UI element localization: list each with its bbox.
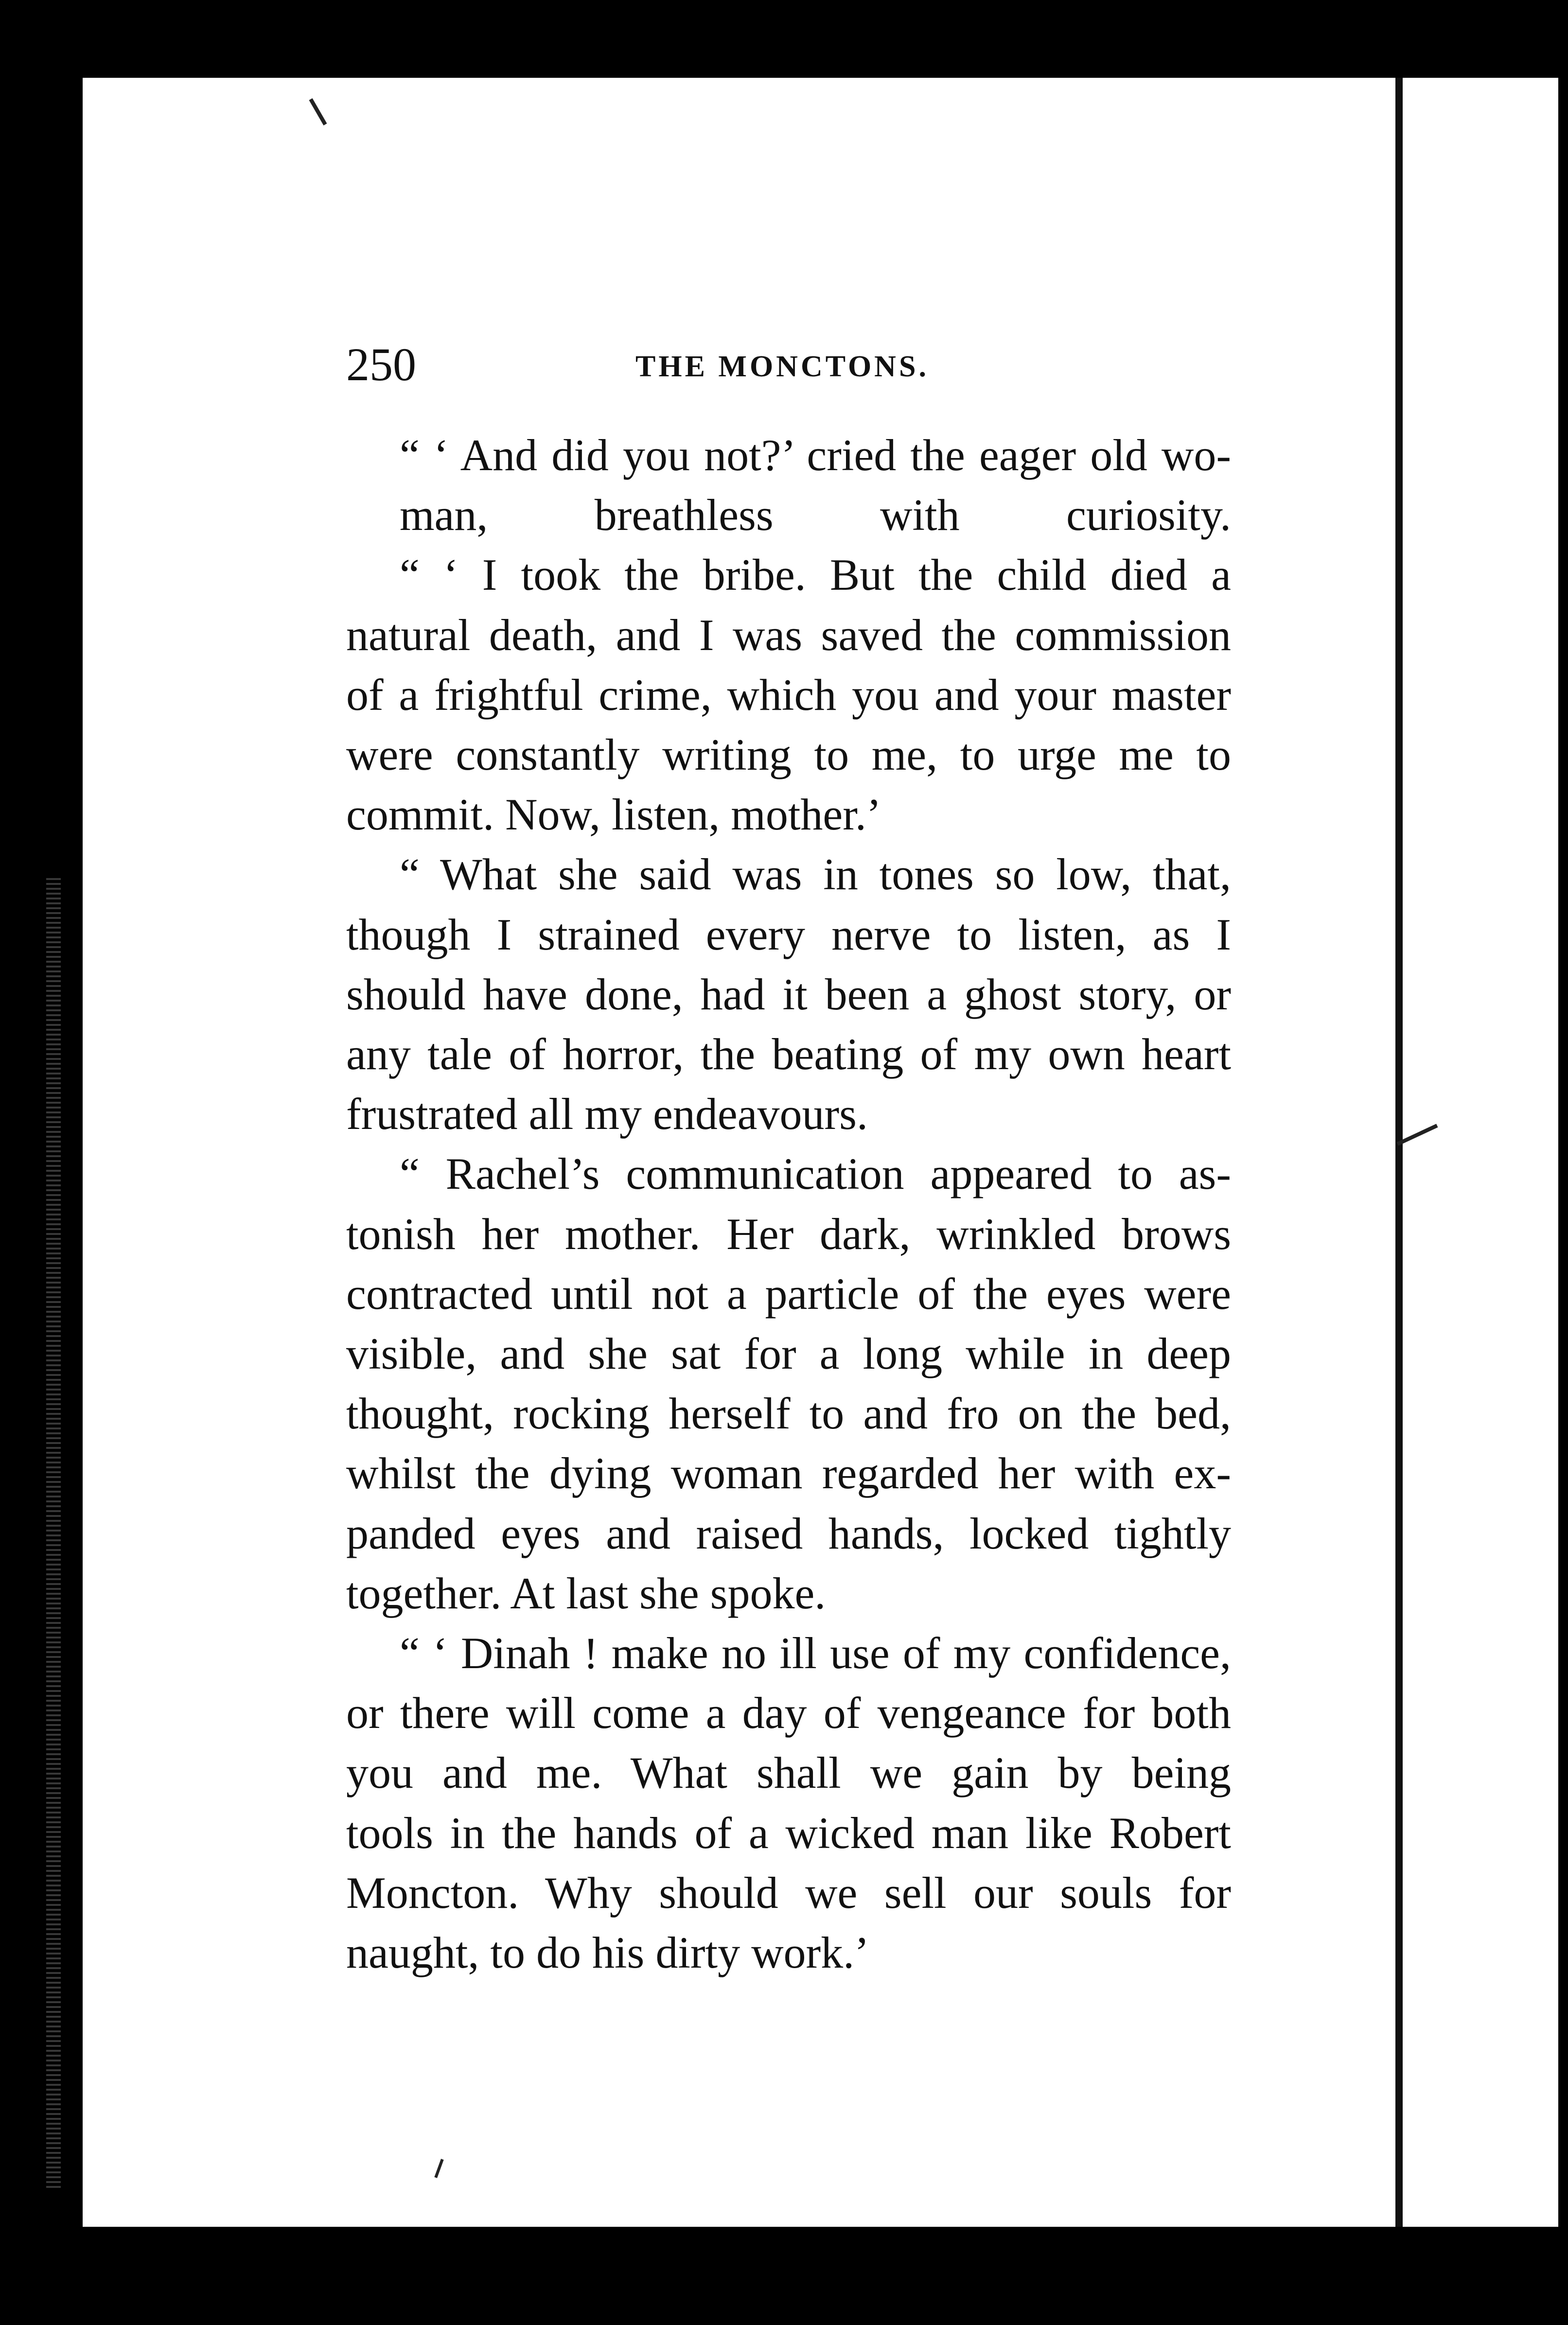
text-line: “ What she said was in tones so low, that, <box>400 849 1231 899</box>
binding-edge <box>46 875 61 2188</box>
text-line: “ ‘ I took the bribe. But the child died a <box>400 550 1231 600</box>
text-line: “ Rachel’s communication appeared to as- <box>400 1149 1231 1199</box>
paragraph <box>346 1144 1231 1623</box>
page-edge-shadow <box>1395 78 1403 2227</box>
text-line: “ ‘ Dinah ! make no ill use of my confidence, <box>400 1628 1231 1678</box>
text-line: natural death, and I was saved the commission <box>346 610 1231 660</box>
page-number: 250 <box>346 338 416 390</box>
paragraph <box>346 1623 1231 1983</box>
text-line: of a frightful crime, which you and your master <box>346 669 1231 720</box>
paragraph <box>346 425 1231 545</box>
text-line: together. At last she spoke. <box>346 1568 826 1618</box>
text-line: Moncton. Why should we sell our souls for <box>346 1867 1231 1918</box>
running-title: THE MONCTONS. <box>635 350 929 383</box>
paragraph <box>346 845 1231 1144</box>
text-line: whilst the dying woman regarded her with ex- <box>346 1448 1231 1498</box>
page-header <box>346 335 1231 394</box>
paragraph <box>346 545 1231 845</box>
body-text <box>346 425 1231 1983</box>
text-line: you and me. What shall we gain by being <box>346 1748 1231 1798</box>
text-line: though I strained every nerve to listen, as I <box>346 909 1231 959</box>
text-line: any tale of horror, the beating of my own heart <box>346 1029 1231 1079</box>
text-line: frustrated all my endeavours. <box>346 1089 868 1139</box>
text-line: tools in the hands of a wicked man like Robert <box>346 1808 1231 1858</box>
text-line: should have done, had it been a ghost story, or <box>346 969 1231 1019</box>
text-line: visible, and she sat for a long while in deep <box>346 1329 1231 1379</box>
text-line: were constantly writing to me, to urge me to <box>346 730 1231 780</box>
text-line: naught, to do his dirty work.’ <box>346 1928 869 1978</box>
text-line: man, breathless with curiosity. <box>400 490 1231 540</box>
text-line: thought, rocking herself to and fro on the bed, <box>346 1389 1231 1439</box>
text-line: “ ‘ And did you not?’ cried the eager old wo- <box>400 430 1231 480</box>
text-line: panded eyes and raised hands, locked tightly <box>346 1508 1231 1558</box>
text-line: contracted until not a particle of the eyes were <box>346 1268 1231 1319</box>
text-line: tonish her mother. Her dark, wrinkled brows <box>346 1209 1231 1259</box>
text-line: or there will come a day of vengeance for both <box>346 1688 1231 1738</box>
text-line: commit. Now, listen, mother.’ <box>346 790 881 840</box>
facing-page-edge <box>1403 78 1558 2227</box>
